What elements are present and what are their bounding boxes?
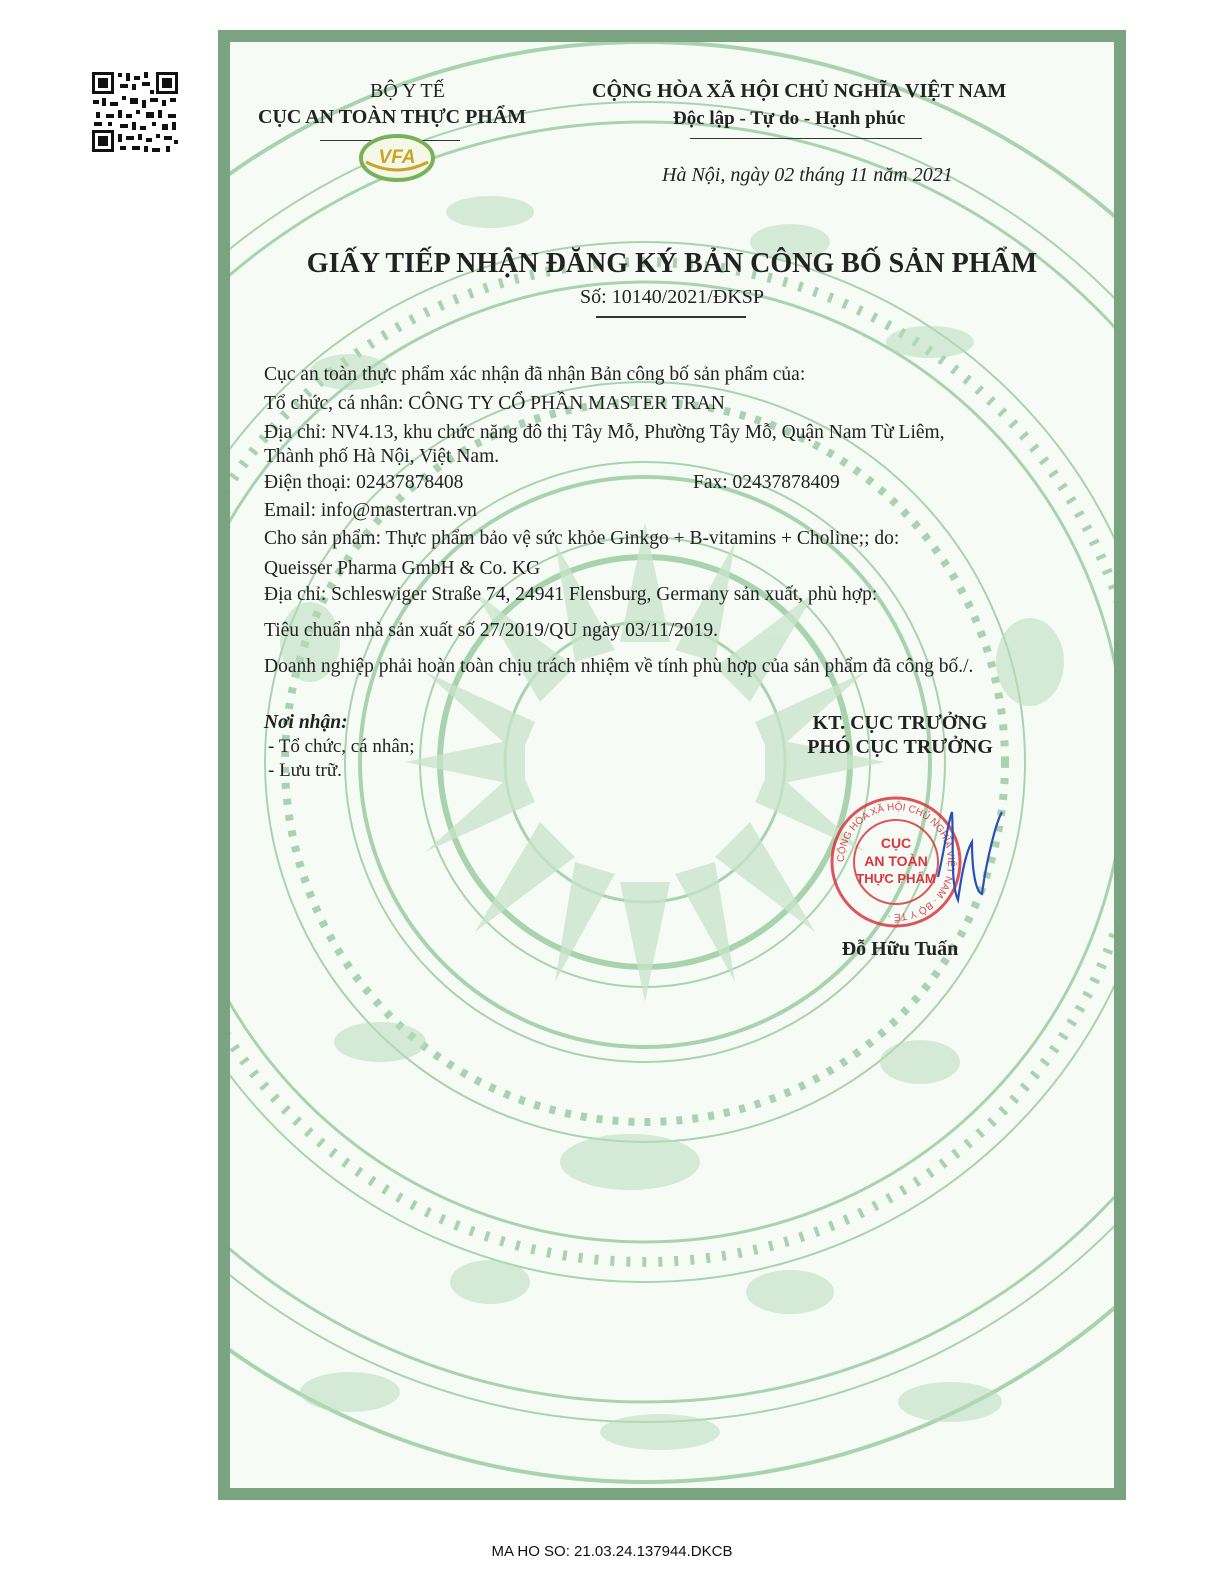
recipients-heading: Nơi nhận: <box>264 712 348 733</box>
number-underline <box>596 316 746 318</box>
motto-underline <box>690 138 922 139</box>
email-line: Email: info@mastertran.vn <box>264 500 477 521</box>
vfa-logo <box>358 132 436 184</box>
document-number: Số: 10140/2021/ĐKSP <box>580 286 764 308</box>
place-date: Hà Nội, ngày 02 tháng 11 năm 2021 <box>662 164 953 186</box>
recipient-item: - Lưu trữ. <box>268 760 342 781</box>
address-line-1: Địa chỉ: NV4.13, khu chức năng đô thị Tây Mỗ, Phường Tây Mỗ, Quận Nam Từ Liêm, <box>264 422 945 443</box>
signer-name: Đỗ Hữu Tuấn <box>841 938 959 960</box>
phone-line: Điện thoại: 02437878408 <box>264 472 464 493</box>
ministry-name: BỘ Y TẾ <box>370 80 445 102</box>
fax-line: Fax: 02437878409 <box>693 472 840 493</box>
vfa-logo-text: VFA <box>378 147 416 168</box>
manufacturer-address-line: Địa chỉ: Schleswiger Straße 74, 24941 Flensburg, Germany sản xuất, phù hợp: <box>264 584 878 605</box>
responsibility-line: Doanh nghiệp phải hoàn toàn chịu trách nhiệm về tính phù hợp của sản phẩm đã công bố./. <box>264 656 974 677</box>
recipient-item: - Tổ chức, cá nhân; <box>268 736 415 757</box>
certificate-frame <box>218 30 1126 1500</box>
signature-title-2: PHÓ CỤC TRƯỞNG <box>807 736 993 758</box>
document-title: GIẤY TIẾP NHẬN ĐĂNG KÝ BẢN CÔNG BỐ SẢN PHẨM <box>306 248 1038 279</box>
stamp-center-line-1: CỤC <box>880 835 912 851</box>
national-motto: Độc lập - Tự do - Hạnh phúc <box>673 108 906 129</box>
organization-line: Tổ chức, cá nhân: CÔNG TY CỔ PHẦN MASTER TRAN <box>264 393 725 414</box>
address-line-2: Thành phố Hà Nội, Việt Nam. <box>264 446 500 467</box>
dossier-code: MA HO SO: 21.03.24.137944.DKCB <box>491 1543 733 1560</box>
stamp-ring-text: CỘNG HÒA XÃ HỘI CHỦ NGHĨA VIỆT NAM · BỘ Y TẾ · <box>835 801 957 923</box>
official-stamp <box>826 782 1046 942</box>
signature-title-1: KT. CỤC TRƯỞNG <box>812 712 988 734</box>
manufacturer-line: Queisser Pharma GmbH & Co. KG <box>264 558 541 579</box>
stamp-center-line-3: THỰC PHẨM <box>856 871 936 886</box>
agency-name: CỤC AN TOÀN THỰC PHẨM <box>258 106 527 128</box>
republic-name: CỘNG HÒA XÃ HỘI CHỦ NGHĨA VIỆT NAM <box>592 80 1007 102</box>
stamp-center-line-2: AN TOÀN <box>864 853 928 869</box>
product-line: Cho sản phẩm: Thực phẩm bảo vệ sức khỏe Ginkgo + B-vitamins + Choline;; do: <box>264 528 900 549</box>
qr-code <box>90 70 180 154</box>
intro-line: Cục an toàn thực phẩm xác nhận đã nhận Bản công bố sản phẩm của: <box>264 364 806 385</box>
standard-line: Tiêu chuẩn nhà sản xuất số 27/2019/QU ngày 03/11/2019. <box>264 620 719 641</box>
